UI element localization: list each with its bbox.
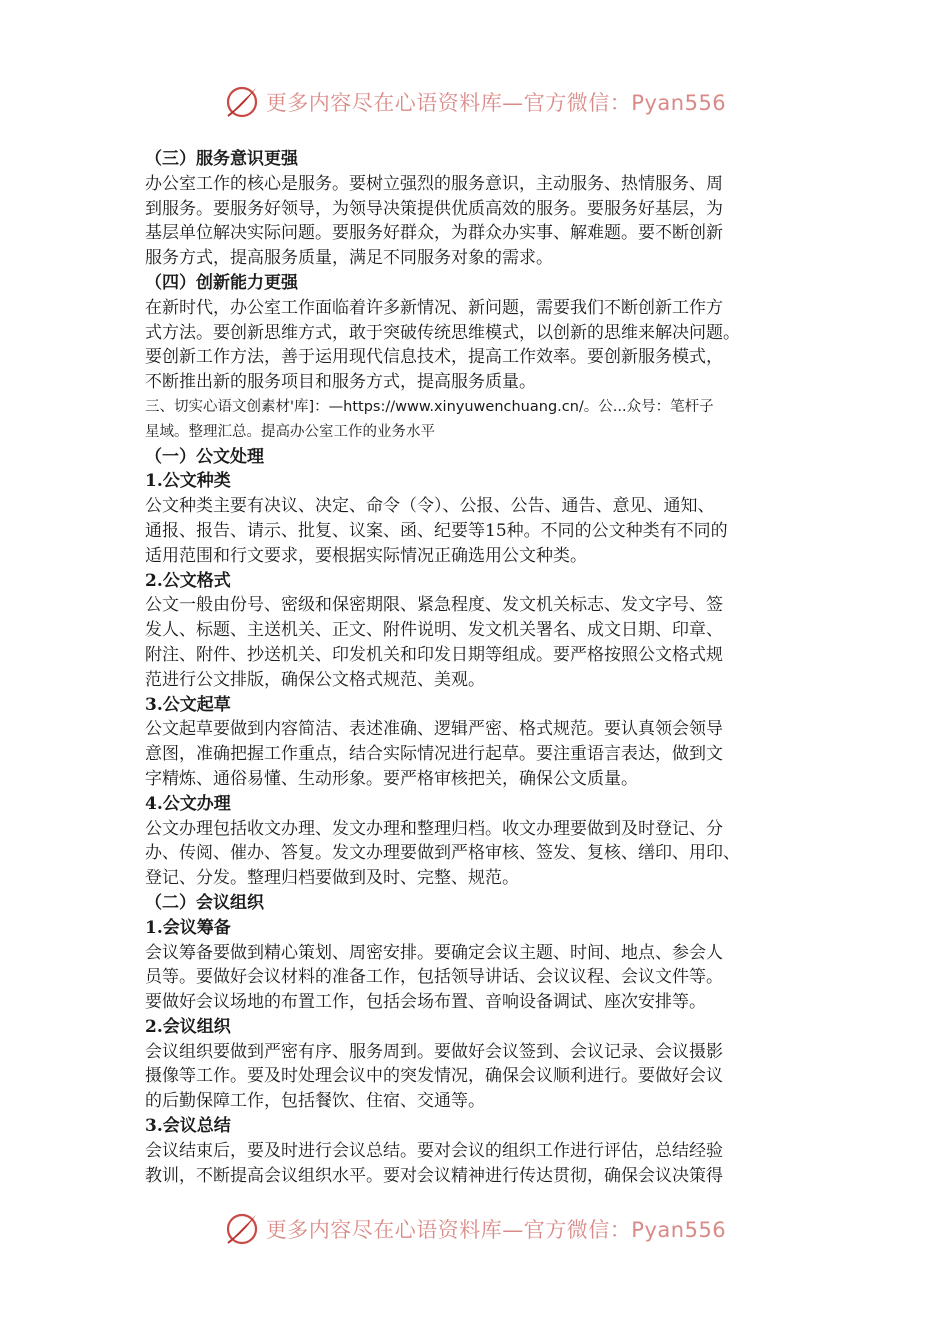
paragraph-line: 会议组织要做到严密有序、服务周到。要做好会议签到、会议记录、会议摄影	[145, 1041, 723, 1062]
section-title-line: 星域。整理汇总。提高办公室工作的业务水平	[145, 423, 435, 440]
paragraph-line: 服务方式，提高服务质量，满足不同服务对象的需求。	[145, 248, 553, 269]
paragraph-line: 办公室工作的核心是服务。要树立强烈的服务意识，主动服务、热情服务、周	[145, 173, 723, 194]
paragraph-line: 基层单位解决实际问题。要服务好群众，为群众办实事、解难题。要不断创新	[145, 223, 723, 244]
section-heading: 3.会议总结	[145, 1116, 231, 1137]
section-heading: （三）服务意识更强	[145, 149, 298, 169]
paragraph-line: 不断推出新的服务项目和服务方式，提高服务质量。	[145, 372, 536, 393]
paragraph-line: 会议结束后，要及时进行会议总结。要对会议的组织工作进行评估，总结经验	[145, 1140, 723, 1161]
header-banner	[0, 82, 950, 122]
banner-text: 更多内容尽在心语资料库—官方微信：Pyan556	[265, 91, 727, 115]
paragraph-line: 在新时代，办公室工作面临着许多新情况、新问题，需要我们不断创新工作方	[145, 297, 723, 318]
document-body	[145, 147, 825, 1188]
paragraph-line: 公文起草要做到内容简洁、表述准确、逻辑严密、格式规范。要认真领会领导	[145, 719, 723, 740]
footer-banner	[0, 1209, 950, 1249]
section-heading: 1.会议筹备	[145, 917, 231, 938]
paragraph-line: 教训，不断提高会议组织水平。要对会议精神进行传达贯彻，确保会议决策得	[145, 1165, 723, 1186]
quill-pen-logo-icon	[224, 1211, 260, 1247]
paragraph-line: 通报、报告、请示、批复、议案、函、纪要等15种。不同的公文种类有不同的	[145, 520, 728, 541]
paragraph-line: 办、传阅、催办、答复。发文办理要做到严格审核、签发、复核、缮印、用印、	[145, 843, 740, 864]
section-heading: （一）公文处理	[145, 446, 264, 467]
paragraph-line: 的后勤保障工作，包括餐饮、住宿、交通等。	[145, 1091, 485, 1112]
paragraph-line: 式方法。要创新思维方式，敢于突破传统思维模式，以创新的思维来解决问题。	[145, 322, 740, 343]
section-heading: （四）创新能力更强	[145, 272, 298, 293]
paragraph-line: 摄像等工作。要及时处理会议中的突发情况，确保会议顺利进行。要做好会议	[145, 1066, 723, 1087]
section-heading: 1.公文种类	[145, 471, 231, 492]
section-heading: （二）会议组织	[145, 892, 264, 913]
section-heading: 4.公文办理	[145, 793, 231, 814]
section-heading: 2.会议组织	[145, 1016, 231, 1037]
paragraph-line: 要做好会议场地的布置工作，包括会场布置、音响设备调试、座次安排等。	[145, 992, 706, 1013]
paragraph-line: 会议筹备要做到精心策划、周密安排。要确定会议主题、时间、地点、参会人	[145, 942, 723, 963]
paragraph-line: 公文一般由份号、密级和保密期限、紧急程度、发文机关标志、发文字号、签	[145, 595, 723, 616]
paragraph-line: 范进行公文排版，确保公文格式规范、美观。	[145, 669, 485, 690]
quill-pen-logo-icon	[224, 84, 260, 120]
paragraph-line: 登记、分发。整理归档要做到及时、完整、规范。	[145, 868, 519, 889]
paragraph-line: 意图，准确把握工作重点，结合实际情况进行起草。要注重语言表达，做到文	[145, 744, 723, 765]
paragraph-line: 发人、标题、主送机关、正文、附件说明、发文机关署名、成文日期、印章、	[145, 620, 723, 641]
paragraph-line: 要创新工作方法，善于运用现代信息技术，提高工作效率。要创新服务模式，	[145, 347, 723, 368]
paragraph-line: 员等。要做好会议材料的准备工作，包括领导讲话、会议议程、会议文件等。	[145, 967, 723, 988]
paragraph-line: 到服务。要服务好领导，为领导决策提供优质高效的服务。要服务好基层，为	[145, 198, 723, 219]
section-heading: 3.公文起草	[145, 694, 231, 715]
paragraph-line: 公文种类主要有决议、决定、命令（令）、公报、公告、通告、意见、通知、	[145, 496, 715, 517]
paragraph-line: 字精炼、通俗易懂、生动形象。要严格审核把关，确保公文质量。	[145, 768, 638, 789]
paragraph-line: 附注、附件、抄送机关、印发机关和印发日期等组成。要严格按照公文格式规	[145, 644, 723, 665]
banner-text: 更多内容尽在心语资料库—官方微信：Pyan556	[265, 1218, 727, 1242]
section-heading: 2.公文格式	[145, 570, 231, 591]
paragraph-line: 公文办理包括收文办理、发文办理和整理归档。收文办理要做到及时登记、分	[145, 818, 723, 839]
section-title-line: 三、切实心语文创素材'库]：—https://www.xinyuwenchuang.cn/。公...众号：笔杆子	[145, 398, 714, 415]
paragraph-line: 适用范围和行文要求，要根据实际情况正确选用公文种类。	[145, 545, 587, 566]
